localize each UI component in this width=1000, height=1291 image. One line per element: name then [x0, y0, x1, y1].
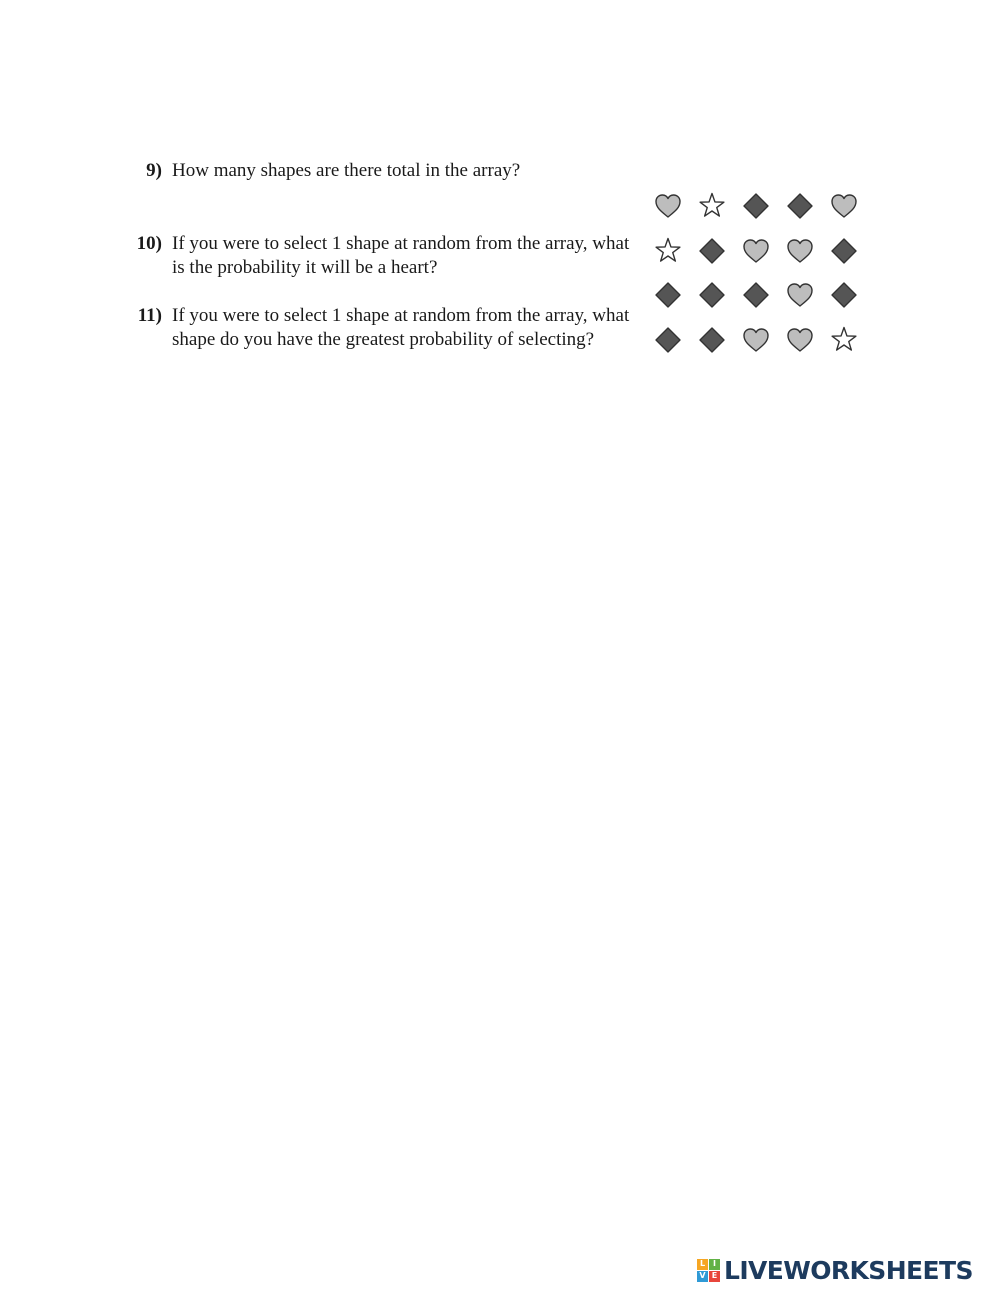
shape-cell — [778, 184, 822, 229]
shape-cell — [690, 318, 734, 363]
star-icon — [829, 325, 859, 355]
shape-cell — [646, 229, 690, 274]
shape-cell — [778, 318, 822, 363]
diamond-icon — [697, 280, 727, 310]
liveworksheets-logo-icon — [697, 1259, 720, 1282]
diamond-icon — [829, 280, 859, 310]
shape-cell — [778, 273, 822, 318]
diamond-icon — [653, 280, 683, 310]
shape-cell — [734, 229, 778, 274]
shape-cell — [734, 318, 778, 363]
question-number: 10) — [136, 233, 162, 254]
shape-array — [646, 184, 866, 362]
heart-icon — [741, 325, 771, 355]
diamond-icon — [653, 325, 683, 355]
heart-icon — [785, 280, 815, 310]
heart-icon — [741, 236, 771, 266]
diamond-icon — [785, 191, 815, 221]
heart-icon — [829, 191, 859, 221]
heart-icon — [653, 191, 683, 221]
star-icon — [653, 236, 683, 266]
diamond-icon — [829, 236, 859, 266]
shape-cell — [822, 273, 866, 318]
diamond-icon — [741, 191, 771, 221]
shape-cell — [690, 184, 734, 229]
shape-cell — [822, 229, 866, 274]
brand-name: LIVEWORKSHEETS — [724, 1255, 973, 1285]
liveworksheets-brand — [697, 1255, 973, 1285]
question-text: How many shapes are there total in the array? — [172, 160, 521, 181]
shape-cell — [734, 273, 778, 318]
shape-cell — [822, 184, 866, 229]
shape-cell — [646, 184, 690, 229]
diamond-icon — [697, 236, 727, 266]
question-text: If you were to select 1 shape at random from the array, what is the probability it will be a heart? — [172, 233, 630, 278]
logo-letter: V — [697, 1271, 708, 1282]
shape-cell — [822, 318, 866, 363]
shape-cell — [646, 318, 690, 363]
shape-cell — [778, 229, 822, 274]
shape-cell — [690, 273, 734, 318]
heart-icon — [785, 236, 815, 266]
diamond-icon — [741, 280, 771, 310]
shape-cell — [646, 273, 690, 318]
question-text: If you were to select 1 shape at random from the array, what shape do you have the greatest probability of selecting? — [172, 305, 630, 350]
shape-cell — [690, 229, 734, 274]
question-number: 11) — [137, 305, 162, 326]
logo-letter: L — [697, 1259, 708, 1270]
shape-cell — [734, 184, 778, 229]
logo-letter: E — [709, 1271, 720, 1282]
star-icon — [697, 191, 727, 221]
logo-letter: I — [709, 1259, 720, 1270]
question-number: 9) — [146, 160, 162, 181]
heart-icon — [785, 325, 815, 355]
diamond-icon — [697, 325, 727, 355]
